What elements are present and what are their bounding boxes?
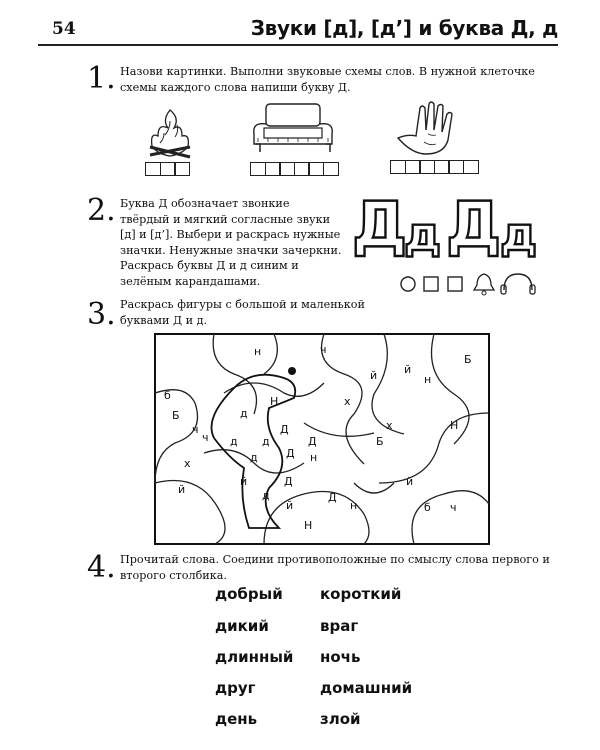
column2-word[interactable]: короткий — [320, 585, 402, 603]
puzzle-letter: й — [404, 363, 412, 376]
puzzle-letter: Б — [172, 409, 180, 422]
puzzle-letter: д — [240, 407, 248, 420]
puzzle-letter: й — [240, 475, 248, 488]
task1-schema-1[interactable] — [145, 162, 189, 176]
column1-word[interactable]: друг — [215, 679, 256, 697]
puzzle-letter: Д — [280, 423, 289, 436]
bell-icon — [474, 274, 494, 295]
outline-letter-2: д — [404, 207, 442, 260]
page-number: 54 — [52, 19, 76, 39]
column2-word[interactable]: домашний — [320, 679, 413, 697]
puzzle-letter: д — [250, 451, 258, 464]
puzzle-letter: б — [424, 501, 431, 514]
puzzle-letter: Н — [270, 395, 279, 408]
coloring-puzzle[interactable] — [154, 333, 490, 545]
puzzle-letter: д — [230, 435, 238, 448]
task1-schema-3[interactable] — [390, 160, 478, 174]
puzzle-letter: ч — [192, 423, 199, 436]
outline-letters — [350, 188, 550, 260]
puzzle-letter: ч — [202, 431, 209, 444]
column1-word[interactable]: день — [215, 710, 258, 728]
outline-letter-3: Д — [446, 188, 502, 260]
puzzle-letter: н — [310, 451, 318, 464]
square-icon — [424, 277, 438, 291]
puzzle-letter: н — [350, 499, 358, 512]
puzzle-letter: ч — [320, 343, 327, 356]
puzzle-letter: н — [254, 345, 262, 358]
column2-word[interactable]: ночь — [320, 648, 361, 666]
column1-word[interactable]: длинный — [215, 648, 294, 666]
outline-letter-1: Д — [352, 188, 408, 260]
task3-number: 3. — [87, 297, 116, 332]
column1-word[interactable]: дикий — [215, 617, 269, 635]
puzzle-letter: х — [386, 419, 393, 432]
headphones-icon — [501, 274, 535, 294]
puzzle-letter: Н — [450, 419, 459, 432]
task1-schema-2[interactable] — [250, 162, 338, 176]
task2-text: Буква Д обозначает звонкие твёрдый и мягкий согласные звуки [д] и [д’]. Выбери и раскрась нужные значки. Ненужные значки зачеркни. Раскрась буквы Д и д синим и зелёным карандашами. — [120, 197, 342, 288]
task4-text: Прочитай слова. Соедини противоположные по смыслу слова первого и второго столбика. — [120, 553, 550, 582]
task4-number: 4. — [87, 550, 116, 585]
puzzle-letter: н — [424, 373, 432, 386]
puzzle-letter: Д — [328, 491, 337, 504]
puzzle-letter: Д — [308, 435, 317, 448]
puzzle-letter: Б — [464, 353, 472, 366]
sofa-picture — [248, 98, 338, 156]
outline-letter-4: д — [500, 207, 538, 260]
task3-text: Раскрась фигуры с большой и маленькой буквами Д и д. — [120, 298, 365, 327]
puzzle-letter: й — [406, 475, 414, 488]
campfire-picture — [145, 105, 195, 160]
task1-text: Назови картинки. Выполни звуковые схемы слов. В нужной клеточке схемы каждого слова напиши букву Д. — [120, 65, 535, 94]
square-icon — [448, 277, 462, 291]
puzzle-letter: х — [184, 457, 191, 470]
hand-picture — [390, 98, 480, 158]
puzzle-letter: д — [262, 435, 270, 448]
puzzle-letter: Д — [286, 447, 295, 460]
puzzle-letter: х — [344, 395, 351, 408]
puzzle-letter: ч — [450, 501, 457, 514]
puzzle-letter: й — [286, 499, 294, 512]
header-rule — [38, 44, 558, 46]
column2-word[interactable]: враг — [320, 617, 359, 635]
sound-icons[interactable] — [398, 268, 548, 296]
page-title: Звуки [д], [д’] и буква Д, д — [250, 16, 558, 40]
puzzle-letter: Д — [284, 475, 293, 488]
puzzle-letter: д — [262, 489, 270, 502]
task1-number: 1. — [87, 61, 116, 96]
puzzle-letter: б — [164, 389, 171, 402]
task2-number: 2. — [87, 193, 116, 228]
column2-word[interactable]: злой — [320, 710, 361, 728]
circle-icon — [401, 277, 415, 291]
puzzle-letter: й — [178, 483, 186, 496]
puzzle-letter: Б — [376, 435, 384, 448]
puzzle-letter: й — [370, 369, 378, 382]
puzzle-letter: Н — [304, 519, 313, 532]
column1-word[interactable]: добрый — [215, 585, 283, 603]
